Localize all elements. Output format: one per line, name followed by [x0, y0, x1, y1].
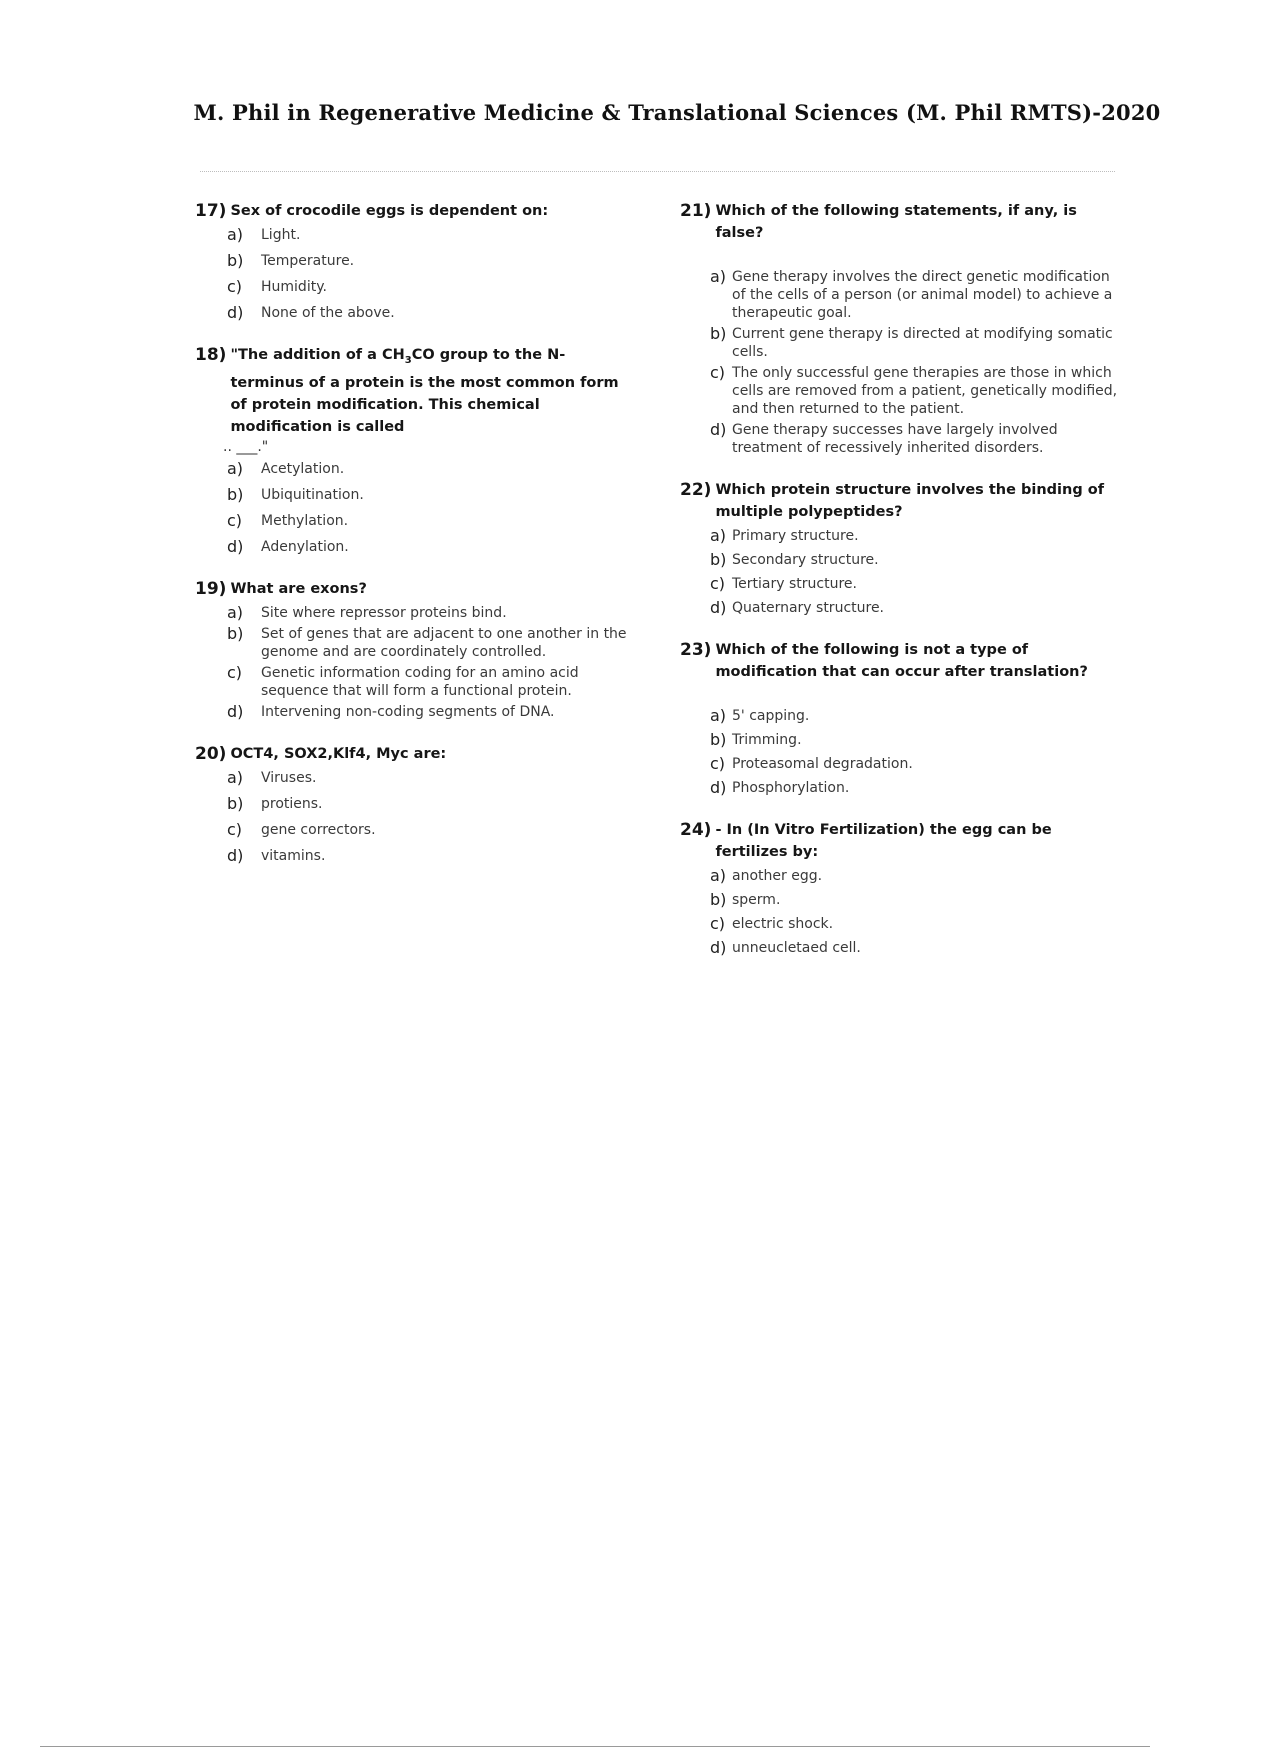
left-column — [195, 200, 635, 887]
option-text: protiens. — [261, 795, 323, 812]
option-text: Viruses. — [261, 769, 317, 786]
question-text: What are exons? — [230, 580, 367, 597]
option-list — [680, 707, 1125, 797]
question-text-part: CO group to the N-terminus of a protein is the most common form of protein modification. This chemical modification is called — [230, 347, 619, 435]
option-list — [195, 769, 635, 865]
question-number: 19) — [195, 578, 227, 599]
question-text — [230, 344, 635, 438]
question-18 — [195, 344, 635, 556]
option-text: Site where repressor proteins bind. — [261, 604, 507, 621]
option-text: Gene therapy successes have largely involved treatment of recessively inherited disorders. — [732, 422, 1058, 456]
question-text: Sex of crocodile eggs is dependent on: — [230, 203, 549, 219]
option-letter: b) — [227, 484, 244, 504]
option-text: Secondary structure. — [732, 552, 879, 568]
option-a — [195, 769, 635, 787]
option-text: Tertiary structure. — [732, 576, 857, 592]
option-text: Adenylation. — [261, 538, 349, 555]
question-22 — [680, 479, 1125, 617]
option-c — [680, 575, 1125, 593]
question-19 — [195, 578, 635, 721]
option-letter: a) — [227, 458, 244, 478]
question-17 — [195, 200, 635, 322]
header-divider — [200, 171, 1115, 172]
option-letter: b) — [710, 550, 727, 569]
option-d — [680, 599, 1125, 617]
option-list — [195, 604, 635, 721]
option-letter: a) — [710, 706, 727, 725]
option-letter: c) — [710, 574, 726, 593]
option-list — [680, 867, 1125, 957]
option-letter: a) — [710, 267, 727, 286]
option-d — [680, 421, 1125, 457]
option-d — [195, 538, 635, 556]
question-text: Which of the following is not a type of modification that can occur after translation? — [715, 642, 1088, 680]
option-text: sperm. — [732, 892, 781, 908]
option-b — [195, 795, 635, 813]
option-text: vitamins. — [261, 847, 326, 864]
option-d — [195, 304, 635, 322]
option-text: another egg. — [732, 868, 823, 884]
option-text: Gene therapy involves the direct genetic modification of the cells of a person (or animal model) to achieve a therapeutic goal. — [732, 269, 1113, 321]
option-b — [195, 625, 635, 661]
option-text: unneucletaed cell. — [732, 940, 861, 956]
option-letter: a) — [227, 602, 244, 622]
option-text: electric shock. — [732, 916, 834, 932]
option-d — [195, 847, 635, 865]
option-text: gene correctors. — [261, 821, 376, 838]
question-number: 21) — [680, 201, 712, 221]
option-text: Current gene therapy is directed at modifying somatic cells. — [732, 326, 1113, 360]
option-letter: c) — [710, 754, 726, 773]
option-letter: d) — [710, 598, 727, 617]
option-letter: c) — [227, 510, 243, 530]
option-list — [680, 268, 1125, 457]
option-b — [680, 891, 1125, 909]
option-a — [680, 867, 1125, 885]
option-letter: c) — [710, 363, 726, 382]
option-letter: d) — [227, 701, 244, 721]
option-text: Methylation. — [261, 512, 349, 529]
option-letter: a) — [710, 866, 727, 885]
option-letter: a) — [710, 526, 727, 545]
option-text: 5' capping. — [732, 708, 810, 724]
option-text: Proteasomal degradation. — [732, 756, 913, 772]
option-letter: b) — [227, 623, 244, 643]
option-b — [195, 486, 635, 504]
option-b — [680, 325, 1125, 361]
option-d — [680, 939, 1125, 957]
question-text: Which protein structure involves the binding of multiple polypeptides? — [715, 482, 1105, 520]
option-text: Acetylation. — [261, 460, 345, 477]
option-d — [195, 703, 635, 721]
question-number: 22) — [680, 480, 712, 500]
option-text: The only successful gene therapies are those in which cells are removed from a patient, genetically modified, and then returned to the patient. — [732, 365, 1118, 417]
option-text: Light. — [261, 227, 301, 243]
page-title: M. Phil in Regenerative Medicine & Translational Sciences (M. Phil RMTS)-2020 — [193, 100, 1161, 125]
footer-divider — [40, 1746, 1150, 1747]
option-c — [195, 278, 635, 296]
right-column — [680, 200, 1125, 979]
option-a — [680, 527, 1125, 545]
option-text: Temperature. — [261, 253, 355, 269]
option-letter: c) — [227, 662, 243, 682]
option-c — [195, 821, 635, 839]
option-letter: c) — [227, 277, 243, 296]
question-text: - In (In Vitro Fertilization) the egg can be fertilizes by: — [715, 822, 1052, 860]
option-letter: b) — [227, 793, 244, 813]
option-letter: d) — [227, 845, 244, 865]
option-text: Intervening non-coding segments of DNA. — [261, 703, 555, 720]
option-c — [195, 664, 635, 700]
option-text: Humidity. — [261, 279, 327, 295]
option-c — [195, 512, 635, 530]
option-letter: b) — [227, 251, 244, 270]
option-text: Primary structure. — [732, 528, 859, 544]
option-b — [680, 731, 1125, 749]
option-list — [195, 460, 635, 556]
option-letter: d) — [227, 536, 244, 556]
option-a — [195, 226, 635, 244]
question-number: 18) — [195, 345, 227, 365]
option-a — [195, 460, 635, 478]
option-letter: a) — [227, 767, 244, 787]
option-c — [680, 755, 1125, 773]
option-letter: b) — [710, 324, 727, 343]
option-b — [195, 252, 635, 270]
option-text: Trimming. — [732, 732, 802, 748]
option-letter: b) — [710, 730, 727, 749]
option-list — [195, 226, 635, 322]
option-letter: c) — [710, 914, 726, 933]
option-text: None of the above. — [261, 305, 395, 321]
option-letter: b) — [710, 890, 727, 909]
question-number: 20) — [195, 743, 227, 764]
question-text-part: "The addition of a CH — [230, 347, 405, 363]
option-text: Quaternary structure. — [732, 600, 885, 616]
question-20 — [195, 743, 635, 865]
option-list — [680, 527, 1125, 617]
option-text: Set of genes that are adjacent to one another in the genome and are coordinately controlled. — [261, 625, 627, 660]
option-letter: d) — [710, 420, 727, 439]
answer-blank: .. ___." — [223, 438, 269, 455]
question-text: OCT4, SOX2,Klf4, Myc are: — [230, 745, 447, 762]
question-text: Which of the following statements, if any, is false? — [715, 203, 1077, 241]
option-text: Phosphorylation. — [732, 780, 850, 796]
option-a — [680, 268, 1125, 322]
option-letter: c) — [227, 819, 243, 839]
option-a — [680, 707, 1125, 725]
option-c — [680, 364, 1125, 418]
question-21 — [680, 200, 1125, 457]
question-number: 17) — [195, 201, 227, 221]
option-b — [680, 551, 1125, 569]
option-d — [680, 779, 1125, 797]
question-number: 24) — [680, 820, 712, 840]
option-letter: d) — [710, 938, 727, 957]
option-a — [195, 604, 635, 622]
option-text: Ubiquitination. — [261, 486, 364, 503]
option-c — [680, 915, 1125, 933]
question-23 — [680, 639, 1125, 797]
option-letter: a) — [227, 225, 244, 244]
subscript: 3 — [404, 354, 412, 366]
option-letter: d) — [710, 778, 727, 797]
option-text: Genetic information coding for an amino acid sequence that will form a functional protein. — [261, 664, 579, 699]
option-letter: d) — [227, 303, 244, 322]
question-number: 23) — [680, 640, 712, 660]
question-24 — [680, 819, 1125, 957]
